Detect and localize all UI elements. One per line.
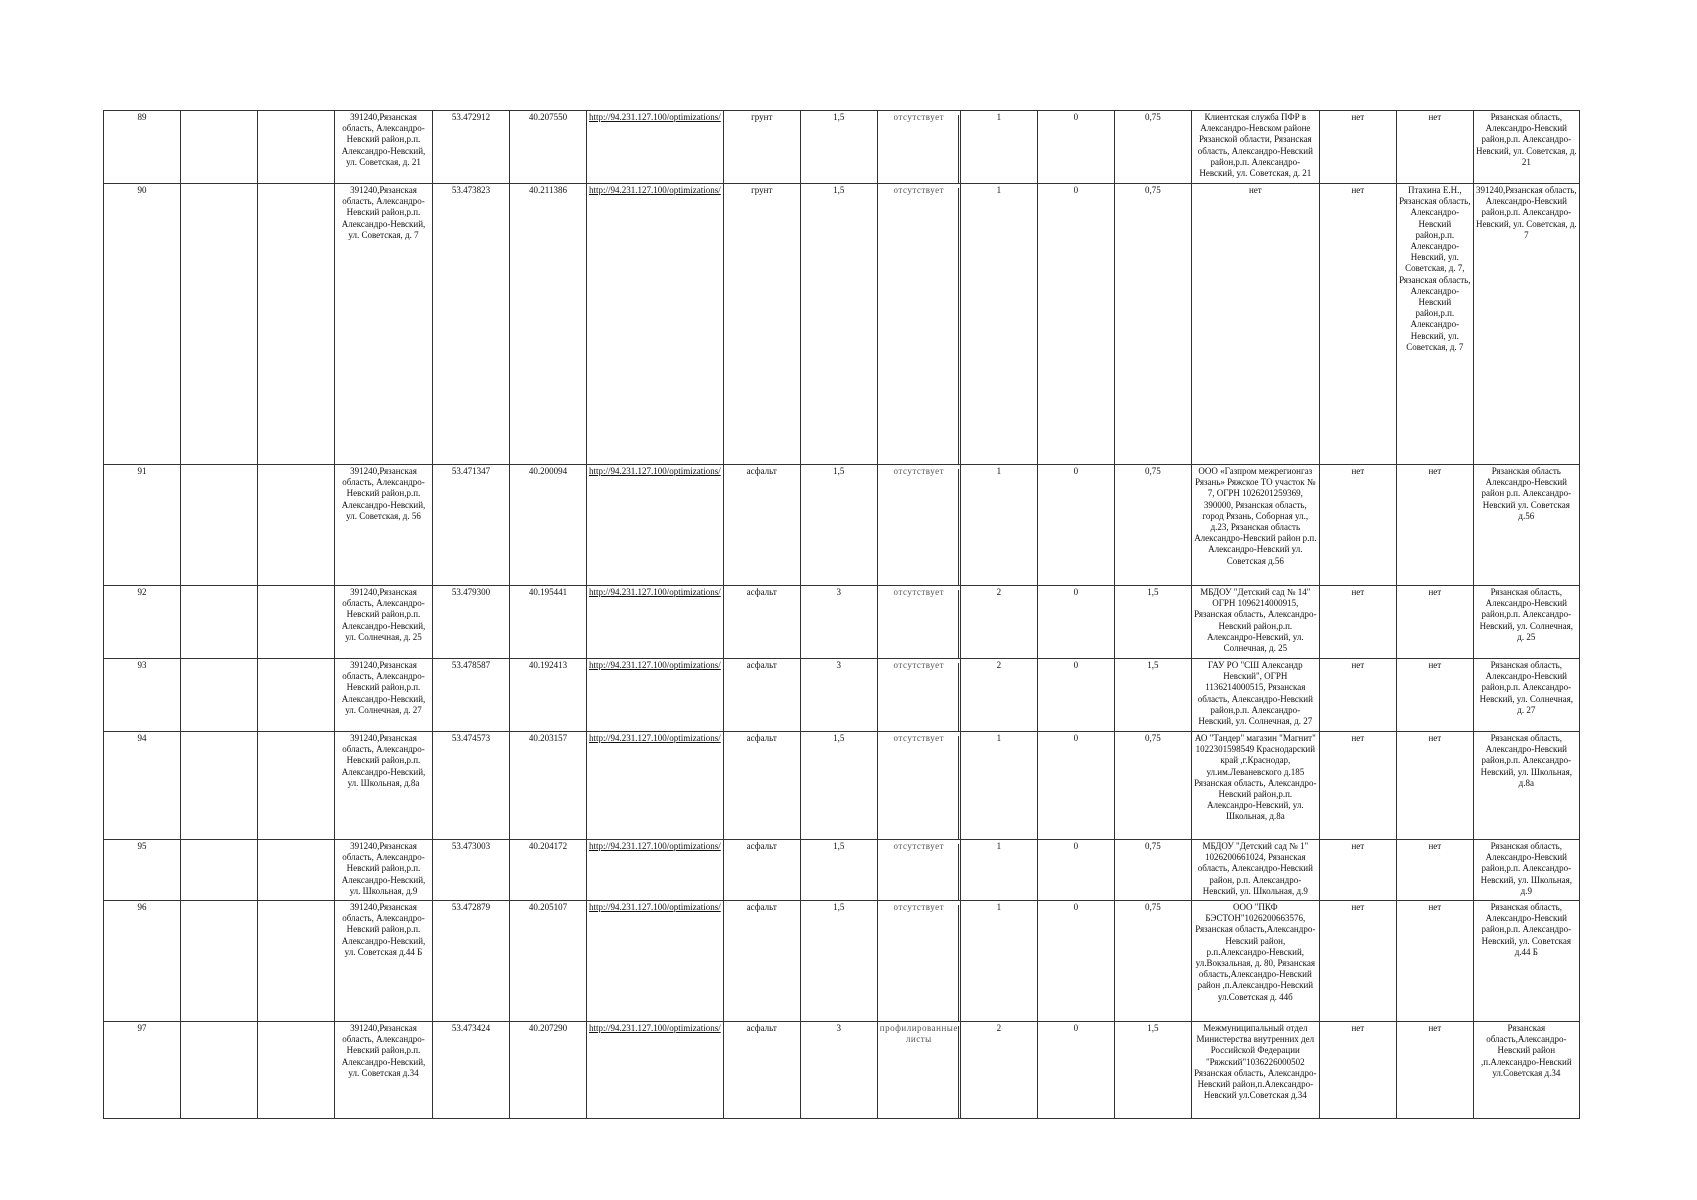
owner-flag: нет xyxy=(1319,840,1396,901)
empty-cell xyxy=(258,659,335,732)
planned-containers: 0 xyxy=(1037,840,1114,901)
waste-source: Рязанская область, Александро-Невский район,р.п. Александро-Невский, ул. Школьная, д.9 xyxy=(1473,840,1579,901)
planned-containers: 0 xyxy=(1037,586,1114,659)
site-address: 391240,Рязанская область, Александро-Невский район,р.п. Александро-Невский, ул. Советская, д. 56 xyxy=(335,465,433,586)
planned-containers: 0 xyxy=(1037,465,1114,586)
owner-flag: нет xyxy=(1396,586,1473,659)
surface-type: грунт xyxy=(723,111,800,184)
map-link-cell[interactable] xyxy=(587,184,724,465)
map-link[interactable]: http://94.231.127.100/optimizations/ xyxy=(589,466,721,476)
fence-type: отсутствует xyxy=(877,586,960,659)
owner-flag: нет xyxy=(1319,659,1396,732)
latitude: 53.471347 xyxy=(433,465,510,586)
table-row xyxy=(104,840,1580,901)
empty-cell xyxy=(181,465,258,586)
site-address: 391240,Рязанская область, Александро-Невский район,р.п. Александро-Невский, ул. Советская д.34 xyxy=(335,1022,433,1119)
site-address: 391240,Рязанская область, Александро-Невский район,р.п. Александро-Невский, ул. Советская, д. 21 xyxy=(335,111,433,184)
container-volume: 1,5 xyxy=(1114,659,1191,732)
owner-flag: нет xyxy=(1396,111,1473,184)
fence-type: отсутствует xyxy=(877,659,960,732)
site-area: 1,5 xyxy=(800,840,877,901)
site-address: 391240,Рязанская область, Александро-Невский район,р.п. Александро-Невский, ул. Советская д.44 Б xyxy=(335,901,433,1022)
map-link[interactable]: http://94.231.127.100/optimizations/ xyxy=(589,902,721,912)
container-count: 1 xyxy=(960,901,1037,1022)
row-number: 93 xyxy=(104,659,181,732)
surface-type: асфальт xyxy=(723,840,800,901)
owner-flag: нет xyxy=(1396,840,1473,901)
planned-containers: 0 xyxy=(1037,901,1114,1022)
surface-type: асфальт xyxy=(723,465,800,586)
site-area: 3 xyxy=(800,659,877,732)
empty-cell xyxy=(258,840,335,901)
fence-type: отсутствует xyxy=(877,901,960,1022)
empty-cell xyxy=(258,586,335,659)
longitude: 40.205107 xyxy=(510,901,587,1022)
owner-flag: нет xyxy=(1396,732,1473,840)
surface-type: асфальт xyxy=(723,901,800,1022)
fence-type: отсутствует xyxy=(877,732,960,840)
site-owner: Межмуниципальный отдел Министерства внутренних дел Российской Федерации "Ряжский"1036226000502 Рязанская область, Александро-Невский район,п.Александро-Невский ул.Советская д.34 xyxy=(1191,1022,1319,1119)
table-row xyxy=(104,901,1580,1022)
empty-cell xyxy=(181,659,258,732)
table-body xyxy=(104,111,1580,1119)
planned-containers: 0 xyxy=(1037,111,1114,184)
row-number: 90 xyxy=(104,184,181,465)
table-row xyxy=(104,1022,1580,1119)
longitude: 40.211386 xyxy=(510,184,587,465)
row-number: 97 xyxy=(104,1022,181,1119)
longitude: 40.195441 xyxy=(510,586,587,659)
map-link[interactable]: http://94.231.127.100/optimizations/ xyxy=(589,1023,721,1033)
surface-type: асфальт xyxy=(723,659,800,732)
site-owner: МБДОУ "Детский сад № 14" ОГРН 1096214000915, Рязанская область, Александро-Невский район,р.п. Александро-Невский, ул. Солнечная, д. 25 xyxy=(1191,586,1319,659)
container-count: 2 xyxy=(960,659,1037,732)
empty-cell xyxy=(181,586,258,659)
row-number: 91 xyxy=(104,465,181,586)
latitude: 53.472912 xyxy=(433,111,510,184)
row-number: 96 xyxy=(104,901,181,1022)
planned-containers: 0 xyxy=(1037,732,1114,840)
site-owner: ГАУ РО "СШ Александр Невский", ОГРН 1136214000515, Рязанская область, Александро-Невский район,р.п. Александро-Невский, ул. Солнечная, д. 27 xyxy=(1191,659,1319,732)
site-area: 1,5 xyxy=(800,901,877,1022)
latitude: 53.474573 xyxy=(433,732,510,840)
row-number: 89 xyxy=(104,111,181,184)
empty-cell xyxy=(181,111,258,184)
map-link[interactable]: http://94.231.127.100/optimizations/ xyxy=(589,660,721,670)
latitude: 53.478587 xyxy=(433,659,510,732)
longitude: 40.207290 xyxy=(510,1022,587,1119)
site-area: 1,5 xyxy=(800,111,877,184)
table-row xyxy=(104,111,1580,184)
container-volume: 0,75 xyxy=(1114,840,1191,901)
empty-cell xyxy=(258,732,335,840)
map-link-cell[interactable] xyxy=(587,111,724,184)
map-link-cell[interactable] xyxy=(587,465,724,586)
site-area: 1,5 xyxy=(800,732,877,840)
waste-source: Рязанская область, Александро-Невский район,р.п. Александро-Невский, ул. Школьная, д.8а xyxy=(1473,732,1579,840)
container-count: 1 xyxy=(960,111,1037,184)
owner-flag: нет xyxy=(1319,732,1396,840)
site-area: 1,5 xyxy=(800,184,877,465)
surface-type: грунт xyxy=(723,184,800,465)
owner-flag: нет xyxy=(1319,1022,1396,1119)
container-count: 1 xyxy=(960,465,1037,586)
longitude: 40.204172 xyxy=(510,840,587,901)
fence-type: профилированные листы xyxy=(877,1022,960,1119)
owner-flag: Птахина Е.Н., Рязанская область, Александро-Невский район,р.п. Александро-Невский, ул. Советская, д. 7, Рязанская область, Александро-Невский район,р.п. Александро-Невский, ул. Советская, д. 7 xyxy=(1396,184,1473,465)
map-link-cell[interactable] xyxy=(587,586,724,659)
container-count: 1 xyxy=(960,732,1037,840)
site-owner: Клиентская служба ПФР в Александро-Невском районе Рязанской области, Рязанская область, Александро-Невский район,р.п. Александро-Невский, ул. Советская, д. 21 xyxy=(1191,111,1319,184)
site-owner: ООО "ПКФ БЭСТОН"1026200663576, Рязанская область,Александро-Невский район, р.п.Александро-Невский, ул.Вокзальная, д. 80, Рязанская область,Александро-Невский район ,п.Александро-Невский ул.Советская д. 44б xyxy=(1191,901,1319,1022)
waste-source: Рязанская область, Александро-Невский район,р.п. Александро-Невский, ул. Солнечная, д. 27 xyxy=(1473,659,1579,732)
empty-cell xyxy=(258,1022,335,1119)
longitude: 40.192413 xyxy=(510,659,587,732)
owner-flag: нет xyxy=(1319,586,1396,659)
table-row xyxy=(104,184,1580,465)
site-address: 391240,Рязанская область, Александро-Невский район,р.п. Александро-Невский, ул. Советская, д. 7 xyxy=(335,184,433,465)
container-volume: 0,75 xyxy=(1114,465,1191,586)
owner-flag: нет xyxy=(1396,465,1473,586)
waste-source: Рязанская область Александро-Невский район р.п. Александро-Невский ул. Советская д.56 xyxy=(1473,465,1579,586)
table-row xyxy=(104,732,1580,840)
empty-cell xyxy=(181,732,258,840)
owner-flag: нет xyxy=(1319,465,1396,586)
container-count: 2 xyxy=(960,1022,1037,1119)
latitude: 53.473003 xyxy=(433,840,510,901)
surface-type: асфальт xyxy=(723,586,800,659)
planned-containers: 0 xyxy=(1037,184,1114,465)
latitude: 53.473424 xyxy=(433,1022,510,1119)
site-owner: МБДОУ "Детский сад № 1" 1026200661024, Рязанская область, Александро-Невский район, р.п. Александро-Невский, ул. Школьная, д.9 xyxy=(1191,840,1319,901)
table-row xyxy=(104,659,1580,732)
map-link[interactable]: http://94.231.127.100/optimizations/ xyxy=(589,841,721,851)
row-number: 95 xyxy=(104,840,181,901)
longitude: 40.207550 xyxy=(510,111,587,184)
planned-containers: 0 xyxy=(1037,1022,1114,1119)
site-owner: АО "Тандер" магазин "Магнит" 1022301598549 Краснодарский край ,г.Краснодар, ул.им.Леваневского д.185 Рязанская область, Александро-Невский район,р.п. Александро-Невский, ул. Школьная, д.8а xyxy=(1191,732,1319,840)
site-area: 1,5 xyxy=(800,465,877,586)
table-row xyxy=(104,465,1580,586)
map-link[interactable]: http://94.231.127.100/optimizations/ xyxy=(589,587,721,597)
site-area: 3 xyxy=(800,586,877,659)
site-area: 3 xyxy=(800,1022,877,1119)
empty-cell xyxy=(258,901,335,1022)
row-number: 92 xyxy=(104,586,181,659)
owner-flag: нет xyxy=(1396,901,1473,1022)
site-address: 391240,Рязанская область, Александро-Невский район,р.п. Александро-Невский, ул. Солнечная, д. 27 xyxy=(335,659,433,732)
empty-cell xyxy=(181,184,258,465)
site-address: 391240,Рязанская область, Александро-Невский район,р.п. Александро-Невский, ул. Школьная, д.9 xyxy=(335,840,433,901)
longitude: 40.203157 xyxy=(510,732,587,840)
latitude: 53.479300 xyxy=(433,586,510,659)
map-link-cell[interactable] xyxy=(587,1022,724,1119)
container-volume: 0,75 xyxy=(1114,901,1191,1022)
container-volume: 1,5 xyxy=(1114,586,1191,659)
owner-flag: нет xyxy=(1319,184,1396,465)
map-link-cell[interactable] xyxy=(587,840,724,901)
fence-type: отсутствует xyxy=(877,840,960,901)
site-owner: ООО «Газпром межрегионгаз Рязань» Ряжское ТО участок № 7, ОГРН 1026201259369, 390000, Рязанская область, город Рязань, Соборная ул., д.23, Рязанская область Александро-Невский район р.п. Александро-Невский ул. Советская д.56 xyxy=(1191,465,1319,586)
site-address: 391240,Рязанская область, Александро-Невский район,р.п. Александро-Невский, ул. Солнечная, д. 25 xyxy=(335,586,433,659)
container-count: 1 xyxy=(960,840,1037,901)
waste-source: 391240,Рязанская область, Александро-Невский район,р.п. Александро-Невский, ул. Советская, д. 7 xyxy=(1473,184,1579,465)
container-volume: 0,75 xyxy=(1114,184,1191,465)
map-link-cell[interactable] xyxy=(587,732,724,840)
owner-flag: нет xyxy=(1396,1022,1473,1119)
map-link-cell[interactable] xyxy=(587,901,724,1022)
empty-cell xyxy=(258,465,335,586)
empty-cell xyxy=(181,901,258,1022)
map-link[interactable]: http://94.231.127.100/optimizations/ xyxy=(589,112,721,122)
container-volume: 0,75 xyxy=(1114,111,1191,184)
owner-flag: нет xyxy=(1319,111,1396,184)
table-row xyxy=(104,586,1580,659)
owner-flag: нет xyxy=(1319,901,1396,1022)
waste-source: Рязанская область, Александро-Невский район,р.п. Александро-Невский, ул. Советская д.44 Б xyxy=(1473,901,1579,1022)
longitude: 40.200094 xyxy=(510,465,587,586)
empty-cell xyxy=(258,184,335,465)
latitude: 53.473823 xyxy=(433,184,510,465)
row-number: 94 xyxy=(104,732,181,840)
container-volume: 1,5 xyxy=(1114,1022,1191,1119)
map-link[interactable]: http://94.231.127.100/optimizations/ xyxy=(589,733,721,743)
map-link-cell[interactable] xyxy=(587,659,724,732)
container-count: 2 xyxy=(960,586,1037,659)
site-address: 391240,Рязанская область, Александро-Невский район,р.п. Александро-Невский, ул. Школьная, д.8а xyxy=(335,732,433,840)
surface-type: асфальт xyxy=(723,1022,800,1119)
site-owner: нет xyxy=(1191,184,1319,465)
latitude: 53.472879 xyxy=(433,901,510,1022)
registry-table xyxy=(103,110,1580,1119)
empty-cell xyxy=(181,1022,258,1119)
container-count: 1 xyxy=(960,184,1037,465)
fence-type: отсутствует xyxy=(877,465,960,586)
fence-type: отсутствует xyxy=(877,111,960,184)
empty-cell xyxy=(181,840,258,901)
container-volume: 0,75 xyxy=(1114,732,1191,840)
empty-cell xyxy=(258,111,335,184)
surface-type: асфальт xyxy=(723,732,800,840)
fence-type: отсутствует xyxy=(877,184,960,465)
waste-source: Рязанская область,Александро-Невский район ,п.Александро-Невский ул.Советская д.34 xyxy=(1473,1022,1579,1119)
waste-source: Рязанская область, Александро-Невский район,р.п. Александро-Невский, ул. Солнечная, д. 25 xyxy=(1473,586,1579,659)
waste-source: Рязанская область, Александро-Невский район,р.п. Александро-Невский, ул. Советская, д. 21 xyxy=(1473,111,1579,184)
planned-containers: 0 xyxy=(1037,659,1114,732)
map-link[interactable]: http://94.231.127.100/optimizations/ xyxy=(589,185,721,195)
owner-flag: нет xyxy=(1396,659,1473,732)
